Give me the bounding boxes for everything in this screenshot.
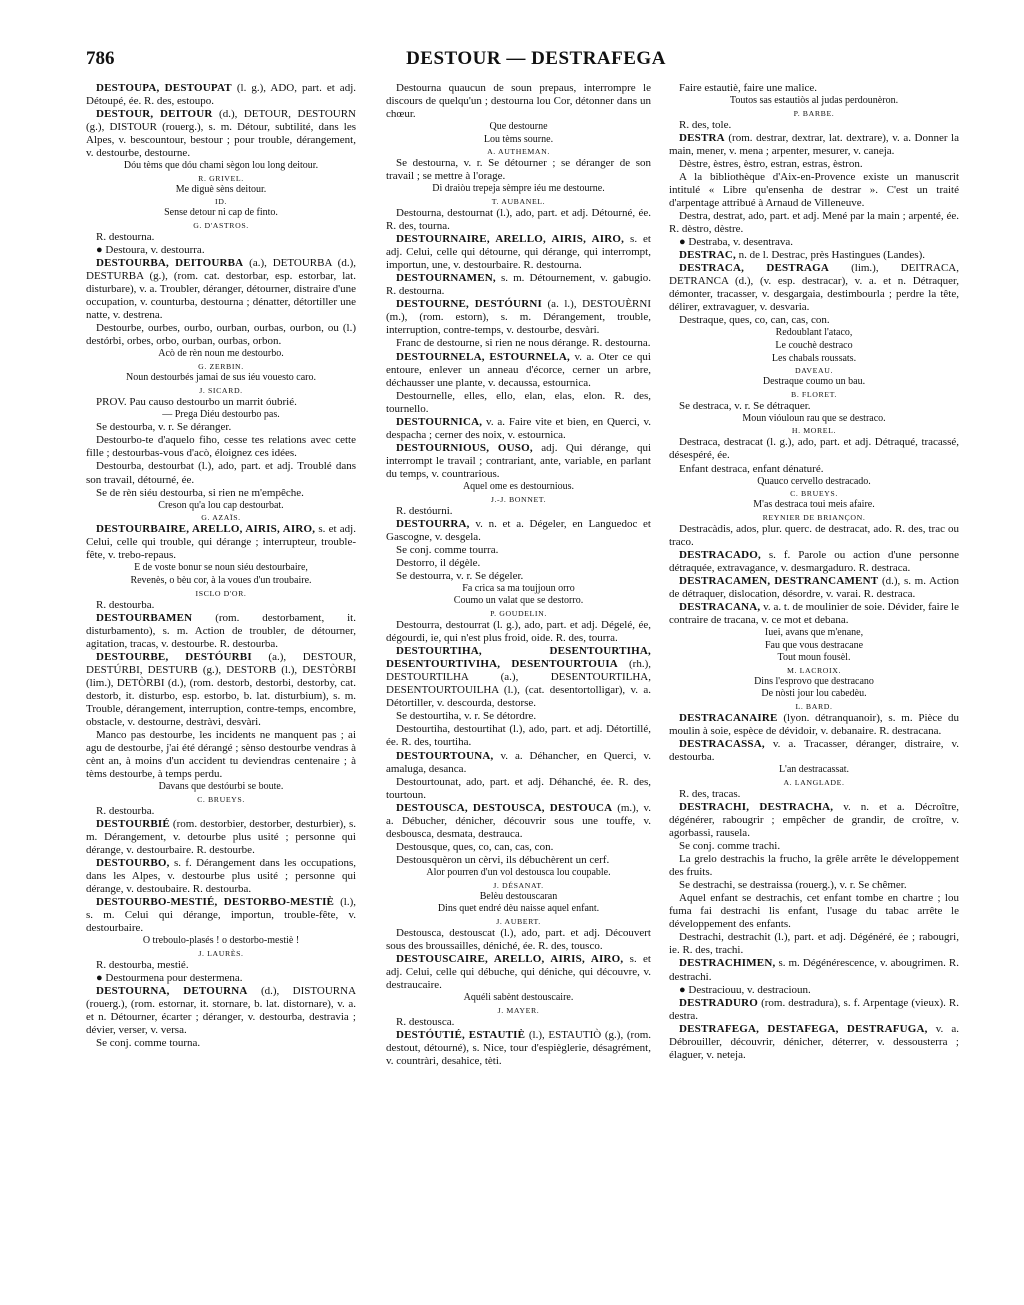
entry-note: R. des, tracas. xyxy=(679,787,741,800)
citation-line: E de voste bonur se noun siéu destourbaire, xyxy=(134,562,308,574)
citation-author: G. ZERBIN. xyxy=(198,362,244,372)
citation-line: Fa crica sa ma toujjoun orro xyxy=(462,582,575,594)
entry-example: Destousquèron un cèrvi, ils débuchèrent un cerf. xyxy=(396,853,610,866)
entry-note: PROV. Pau causo destourbo un marrit óubrié. xyxy=(96,395,297,408)
headword: DESTRACADO, xyxy=(679,548,761,561)
running-title: DESTOUR — DESTRAFEGA xyxy=(406,48,666,69)
column-left xyxy=(86,82,356,1294)
headword: DESTOURRA, xyxy=(396,517,470,530)
entry-example: Destraca, destracat (l. g.), ado, part. et adj. Détraqué, tracassé, désespéré, ée. xyxy=(669,436,959,462)
entry-example: Destraque, ques, co, can, cas, con. xyxy=(679,314,830,327)
entry-example: Destourbo-te d'aquelo fiho, cesse tes relations avec cette fille ; destourbas-vous d'acò, éloignez ces idées. xyxy=(86,434,356,460)
citation-author: B. FLORET. xyxy=(791,389,837,399)
dictionary-entry: DESTRADURO (rom. destradura), s. f. Arpentage (vieux). R. destra. xyxy=(669,996,959,1022)
headword: DESTOURTIHA, DESENTOURTIHA, DESENTOURTIVIHA, DESENTOURTOUIA xyxy=(386,645,651,671)
headword: DESTOURNICA, xyxy=(396,415,483,428)
citation-author: C. BRUEYS. xyxy=(790,489,838,499)
entry-example: Se destourna, v. r. Se détourner ; se déranger de son travail ; se mettre à l'orage. xyxy=(386,157,651,183)
headword: DESTOURNIOUS, OUSO, xyxy=(396,441,533,454)
entry-example: Destourna quaucun de soun prepaus, interrompre le discours de quelqu'un ; destourna lou Cor, détonner dans un chœur. xyxy=(386,82,651,121)
citation-line: Me diguè sèns deitour. xyxy=(175,183,267,195)
citation-line: Tout moun fousèl. xyxy=(777,652,851,664)
entry-example: Se conj. comme trachi. xyxy=(679,840,781,853)
dictionary-entry: DESTOURTIHA, DESENTOURTIHA, DESENTOURTIVIHA, DESENTOURTOUIA (rh.), DESTOURTILHA (a.), DESENTOURTILHA, DESENTOURTOUILHA (l.), (cat. desentortolligar), v. a. Détortiller, v. descourda, destorse. xyxy=(386,645,651,710)
citation-line: Creson qu'a lou cap destourbat. xyxy=(158,499,284,511)
column-right xyxy=(669,82,959,1294)
entry-example: Se conj. comme tourra. xyxy=(396,543,499,556)
dictionary-entry: DESTOURBE, DESTÓURBI (a.), DESTOUR, DESTÚRBI, DESTURB (g.), DESTORB (l.), DESTÒRBI (lim.), DETÒRBI (d.), (rom. destorb, destorbi, destorby, cat. destorb, it. disturbo, esp. estorbo, b. lat. disturbium), s. m. Trouble, dérangement, interruption, contre-temps, encombre, obstacle, v. destourne, destràvi, desvàri. xyxy=(86,650,356,728)
entry-example: Destra, destrat, ado, part. et adj. Mené par la main ; arpenté, ée. R. dèstro, dèstre. xyxy=(669,209,959,236)
dictionary-entry: DESTOURRA, v. n. et a. Dégeler, en Languedoc et Gascogne, v. desgela. xyxy=(386,517,651,543)
citation-author: P. BARBE. xyxy=(793,108,835,118)
entry-example: Se destourtiha, v. r. Se détordre. xyxy=(396,710,537,723)
citation-line: Noun destourbés jamai de sus iéu vouesto caro. xyxy=(126,372,316,384)
citation-author: T. AUBANEL. xyxy=(491,197,546,207)
dictionary-entry: DESTOURNIOUS, OUSO, adj. Qui dérange, qui interrompt le travail ; contrariant, ante, variable, en parlant du temps, v. countrarious. xyxy=(386,441,651,480)
citation-line: Moun vióuloun rau que se destraco. xyxy=(742,412,886,424)
headword: DESTRACA, DESTRAGA xyxy=(679,262,830,275)
text-columns xyxy=(86,82,976,1294)
headword: DESTOURTOUNA, xyxy=(396,749,494,762)
headword: DESTOUSCAIRE, ARELLO, AIRIS, AIRO, xyxy=(396,952,624,965)
entry-note: R. destourna. xyxy=(96,231,155,244)
citation-line: Di draiòu trepeja sèmpre iéu me destourne. xyxy=(432,183,605,195)
citation-line: Le couchè destraco xyxy=(775,339,853,351)
entry-example: Aquel enfant se destrachis, cet enfant tombe en chartre ; lou fuma fai destrachi lis enfant, l'usage du tabac arrête le développement des enfants. xyxy=(669,892,959,931)
dictionary-entry: DESTOURNE, DESTÓURNI (a. l.), DESTOUÈRNI (m.), (rom. estorn), s. m. Dérangement, trouble, interruption, contre-temps, v. destourbe, desvàri. xyxy=(386,298,651,337)
entry-note: ● Destourmena pour destermena. xyxy=(96,971,243,984)
entry-example: Destracàdis, ados, plur. querc. de destracat, ado. R. des, trac ou traco. xyxy=(669,522,959,548)
dictionary-entry: DESTOURBA, DEITOURBA (a.), DETOURBA (d.), DESTURBA (g.), (rom. cat. destorbar, esp. estorbar, lat. disturbare), v. a. Troubler, déranger, détourner, distraire d'une occupation, v. counturba, destourna ; dénatter, détortiller une natte, v. destrena. xyxy=(86,257,356,322)
citation-line: Quauco cervello destracado. xyxy=(757,475,871,487)
headword: DESTRADURO xyxy=(679,996,759,1009)
citation-author: M. LACROIX. xyxy=(786,665,842,675)
headword: DESTOURNAMEN, xyxy=(396,272,496,285)
headword: DESTOURBAIRE, ARELLO, AIRIS, AIRO, xyxy=(96,523,316,536)
citation-author: R. GRIVEL. xyxy=(198,173,244,183)
headword: DESTOUPA, DESTOUPAT xyxy=(96,82,232,94)
dictionary-entry: DESTOURBO-MESTIÉ, DESTORBO-MESTIÈ (l.), s. m. Celui qui dérange, importun, trouble-fête, v. destourbaire. xyxy=(86,896,356,935)
dictionary-entry: DESTOURNICA, v. a. Faire vite et bien, en Querci, v. despacha ; cerner des noix, v. estournica. xyxy=(386,415,651,441)
entry-note: R. destóurni. xyxy=(396,504,453,517)
headword: DESTOURBIÉ xyxy=(96,817,170,830)
citation-author: J. SICARD. xyxy=(199,385,243,395)
dictionary-entry: DESTOUSCAIRE, ARELLO, AIRIS, AIRO, s. et adj. Celui, celle qui débuche, qui déniche, qui découvre, v. destraucaire. xyxy=(386,952,651,991)
dictionary-entry: DESTOUPA, DESTOUPAT (l. g.), ADO, part. et adj. Détoupé, ée. R. des, estoupo. xyxy=(86,82,356,108)
citation-line: Dins l'esprovo que destracano xyxy=(754,675,874,687)
citation-line: Que destourne xyxy=(489,121,548,133)
entry-note: R. destousca. xyxy=(396,1015,455,1028)
citation-line: Aquel ome es destournious. xyxy=(462,481,575,492)
dictionary-entry: DESTRACHI, DESTRACHA, v. n. et a. Décroître, dégénérer, rabougrir ; empêcher de grandir, de croître, v. agorbassi, rausela. xyxy=(669,800,959,839)
entry-example: Se de rèn siéu destourba, si rien ne m'empêche. xyxy=(96,486,304,499)
page-header xyxy=(86,48,968,74)
headword: DESTRACANA, xyxy=(679,601,761,614)
citation-line: Acò de rèn noun me destourbo. xyxy=(158,348,284,360)
headword: DESTOURBO, xyxy=(96,856,170,869)
headword: DESTRACHIMEN, xyxy=(679,957,776,970)
citation-author: C. BRUEYS. xyxy=(197,794,245,804)
entry-example: Se destourba, v. r. Se déranger. xyxy=(96,421,232,434)
citation-line: O treboulo-plasés ! o destorbo-mestiè ! xyxy=(142,935,300,947)
headword: DESTOURBAMEN xyxy=(96,611,193,624)
citation-line: Destraque coumo un bau. xyxy=(762,376,866,388)
entry-example: Se destraca, v. r. Se détraquer. xyxy=(679,399,811,412)
dictionary-entry: DESTOURNAMEN, s. m. Détournement, v. gabugio. R. destourna. xyxy=(386,272,651,298)
citation-author: G. D'ASTROS. xyxy=(193,221,249,231)
entry-note: ● Destraciouu, v. destracioun. xyxy=(679,983,811,996)
citation-line: L'an destracassat. xyxy=(778,764,850,776)
headword: DESTOURNELA, ESTOURNELA, xyxy=(396,350,570,363)
dictionary-entry: DESTÓUTIÉ, ESTAUTIÈ (l.), ESTAUTIÒ (g.), (rom. destout, détourné), s. Nice, tour d'espièglerie, désagrément, v. countràri, desahice, tèti. xyxy=(386,1028,651,1067)
entry-example: A la bibliothèque d'Aix-en-Provence existe un manuscrit intitulé « Libre qu'ensenha de destrar ». C'est un traité d'arpentage attribué à Arnaud de Villeneuve. xyxy=(669,170,959,209)
dictionary-entry: DESTOURBIÉ (rom. destorbier, destorber, desturbier), s. m. Dérangement, v. detourbe plus usité ; personne qui dérange, v. destourbaire. R. destourbe. xyxy=(86,817,356,856)
citation-author: J. AUBERT. xyxy=(496,916,541,926)
citation-author: A. LANGLADE. xyxy=(783,777,845,787)
citation-line: Redoublant l'ataco, xyxy=(775,327,853,339)
headword: DESTRACHI, DESTRACHA, xyxy=(679,800,834,813)
entry-note: ● Destoura, v. destourra. xyxy=(96,244,205,257)
entry-example: Dèstre, èstres, èstro, estran, estras, èstron. xyxy=(679,157,863,170)
entry-example: Destousca, destouscat (l.), ado, part. et adj. Découvert sous des broussailles, déniché, ée. R. des, tousco. xyxy=(386,926,651,952)
citation-line: Lou tèms sourne. xyxy=(483,133,554,145)
dictionary-entry: DESTRACHIMEN, s. m. Dégénérescence, v. abougrimen. R. destrachi. xyxy=(669,957,959,983)
dictionary-entry: DESTOUR, DEITOUR (d.), DETOUR, DESTOURN (g.), DISTOUR (rouerg.), s. m. Détour, subtilité, dans les Alpes, v. bescountour, bestour ; pour trouble, dérangement, v. destourbe, destourne. xyxy=(86,108,356,160)
entry-example: Destourra, destourrat (l. g.), ado, part. et adj. Dégelé, ée, dégourdi, ie, qui n'est plus froid, oide. R. des, tourra. xyxy=(386,619,651,645)
citation-line: Alor pourren d'un vol destousca lou coupable. xyxy=(426,866,611,878)
dictionary-entry: DESTRAC, n. de l. Destrac, près Hastingues (Landes). xyxy=(679,249,926,262)
citation-author: A. AUTHEMAN. xyxy=(487,147,550,157)
headword: DESTOURNAIRE, ARELLO, AIRIS, AIRO, xyxy=(396,233,625,246)
citation-author: L. BARD. xyxy=(795,702,833,712)
column-middle xyxy=(386,82,651,1294)
entry-example: Destorro, il dégèle. xyxy=(396,556,481,569)
headword: DESTOURBA, DEITOURBA xyxy=(96,257,244,270)
citation-author: ISCLO D'OR. xyxy=(195,588,247,598)
entry-example: Destourba, destourbat (l.), ado, part. et adj. Troublé dans son travail, détourné, ée. xyxy=(86,460,356,486)
entry-example: Franc de destourne, si rien ne nous dérange. R. destourna. xyxy=(396,337,651,350)
headword: DESTOURBE, DESTÓURBI xyxy=(96,650,252,663)
headword: DESTOUSCA, DESTOUSCA, DESTOUCA xyxy=(396,801,613,814)
citation-line: Davans que destóurbi se boute. xyxy=(158,781,284,793)
dictionary-entry: DESTRACANA, v. a. t. de moulinier de soie. Dévider, faire le contraire de tracana, v. ce mot et debana. xyxy=(669,601,959,627)
entry-example: Faire estautiè, faire une malice. xyxy=(679,82,818,94)
entry-example: Manco pas destourbe, les incidents ne manquent pas ; ai agu de destourbe, j'ai été dérangé ; sènso destourbe vendras à cènt an, à moins d'un accident tu deviendras centenaire ; à tèms destourbe, à temps perdu. xyxy=(86,728,356,781)
citation-author: REYNIER DE BRIANÇON. xyxy=(762,512,866,522)
headword: DESTRACASSA, xyxy=(679,738,765,751)
entry-example: La grelo destrachis la frucho, la grêle arrête le développement des fruits. xyxy=(669,853,959,879)
dictionary-entry: DESTRACASSA, v. a. Tracasser, déranger, distraire, v. destourba. xyxy=(669,738,959,764)
citation-line: Iuei, avans que m'enane, xyxy=(764,627,864,639)
citation-line: Revenès, o bèu cor, à la voues d'un troubaire. xyxy=(130,574,312,586)
headword: DESTOURBO-MESTIÉ, DESTORBO-MESTIÈ xyxy=(96,896,335,909)
page-number: 786 xyxy=(86,48,115,69)
headword: DESTOURNA, DETOURNA xyxy=(96,984,248,997)
dictionary-entry: DESTOURTOUNA, v. a. Déhancher, en Querci, v. amaluga, desanca. xyxy=(386,749,651,775)
entry-example: Se conj. comme tourna. xyxy=(96,1037,201,1050)
entry-example: Destourtounat, ado, part. et adj. Déhanché, ée. R. des, tourtoun. xyxy=(386,775,651,801)
headword: DESTRACANAIRE xyxy=(679,712,778,725)
entry-example: Destournelle, elles, ello, elan, elas, elon. R. des, tournello. xyxy=(386,389,651,415)
headword: DESTRAC, xyxy=(679,249,736,262)
entry-example: Se destourra, v. r. Se dégeler. xyxy=(396,569,524,582)
citation-author: P. GOUDELIN. xyxy=(490,609,547,619)
headword: DESTRA xyxy=(679,131,725,144)
citation-line: Coumo un valat que se destorro. xyxy=(453,595,584,607)
dictionary-entry: DESTOURNA, DETOURNA (d.), DISTOURNA (rouerg.), (rom. estornar, it. stornare, b. lat. distornare), v. a. et n. Détourner, écarter ; déranger, v. destourba, destravia ; dévier, verser, v. versa. xyxy=(86,984,356,1037)
entry-note: R. destourba. xyxy=(96,598,155,611)
dictionary-entry: DESTRACA, DESTRAGA (lim.), DEITRACA, DETRANCA (d.), (v. esp. destracar), v. a. et n. Détraquer, démonter, tracasser, v. desgargaia, destimbourla ; perdre la tête, délirer, extravaguer, v. desvaria. xyxy=(669,262,959,314)
citation-line: Aquéli sabènt destouscaire. xyxy=(463,991,574,1003)
citation-line: Dóu tèms que dóu chami sègon lou long deitour. xyxy=(123,160,319,172)
citation-author: ID. xyxy=(215,197,227,207)
citation-author: J.-J. BONNET. xyxy=(490,494,547,504)
entry-example: Se destrachi, se destraissa (rouerg.), v. r. Se chêmer. xyxy=(679,879,907,892)
entry-note: ● Destraba, v. desentrava. xyxy=(679,236,794,249)
citation-line: Toutos sas estautiòs al judas perdounèron. xyxy=(729,95,899,107)
entry-note: R. destourba, mestié. xyxy=(96,958,189,971)
headword: DESTRACAMEN, DESTRANCAMENT xyxy=(679,574,879,587)
citation-author: J. LAURÈS. xyxy=(198,948,244,958)
dictionary-entry: DESTOURBAMEN (rom. destorbament, it. disturbamento), s. m. Action de troubler, de détourner, agitation, tracas, v. destourbe. R. destourba. xyxy=(86,611,356,650)
headword: DESTOUR, DEITOUR xyxy=(96,108,213,121)
citation-line: Sense detour ni cap de finto. xyxy=(164,207,278,219)
citation-line: Fau que vous destracane xyxy=(764,639,864,651)
citation-line: Dins quet endré dèu naisse aquel enfant. xyxy=(437,903,600,915)
entry-example: Destourna, destournat (l.), ado, part. et adj. Détourné, ée. R. des, tourna. xyxy=(386,207,651,233)
dictionary-entry: DESTOURNAIRE, ARELLO, AIRIS, AIRO, s. et adj. Celui, celle qui détourne, qui dérange, qui interrompt, importun, une, v. destourbaire. R. destourna. xyxy=(386,233,651,272)
citation-author: G. AZAÏS. xyxy=(201,513,241,523)
entry-example: Enfant destraca, enfant dénaturé. xyxy=(679,462,824,475)
citation-author: J. MAYER. xyxy=(497,1005,540,1015)
headword: DESTÓUTIÉ, ESTAUTIÈ xyxy=(396,1028,526,1041)
citation-author: J. DÉSANAT. xyxy=(493,880,544,890)
citation-author: H. MOREL. xyxy=(791,426,837,436)
entry-example: Destrachi, destrachit (l.), part. et adj. Dégénéré, ée ; rabougri, ie. R. des, trachi. xyxy=(669,931,959,957)
entry-example: Destourtiha, destourtihat (l.), ado, part. et adj. Détortillé, ée. R. des, tourtiha. xyxy=(386,723,651,749)
entry-note: R. destourba. xyxy=(96,804,155,817)
citation-line: Belèu destouscaran xyxy=(479,890,558,902)
dictionary-entry: DESTOURBO, s. f. Dérangement dans les occupations, dans les Alpes, v. destourbe plus usité ; personne qui dérange, v. destoubaire. R. destourba. xyxy=(86,856,356,896)
citation-author: DAVEAU. xyxy=(794,366,834,376)
dictionary-entry: DESTRACADO, s. f. Parole ou action d'une personne détraquée, extravagance, v. desmargaduro. R. destraca. xyxy=(669,548,959,574)
dictionary-entry: DESTRAFEGA, DESTAFEGA, DESTRAFUGA, v. a. Débrouiller, découvrir, dénicher, déterrer, v. dessousterra ; élaguer, v. neteja. xyxy=(669,1022,959,1061)
entry-example: Destousque, ques, co, can, cas, con. xyxy=(396,840,554,853)
citation-line: De nòsti jour lou cabedèu. xyxy=(761,688,867,700)
citation-line: Les chabals roussats. xyxy=(771,352,857,364)
dictionary-entry: DESTRACAMEN, DESTRANCAMENT (d.), s. m. Action de détraquer, dislocation, désordre, v. varai. R. destraca. xyxy=(669,574,959,600)
dictionary-entry: DESTRACANAIRE (lyon. détranquanoir), s. m. Pièce du moulin à soie, espèce de dévidoir, v. debanaire. R. destracana. xyxy=(669,712,959,738)
entry-example: Destourbe, ourbes, ourbo, ourban, ourbas, ourbon, ou (l.) destórbi, orbes, orbo, ourban, ourbas, orbon. xyxy=(86,322,356,348)
citation-line: — Prega Diéu destourbo pas. xyxy=(162,408,280,420)
dictionary-entry: DESTOURNELA, ESTOURNELA, v. a. Oter ce qui entoure, enlever un anneau d'écorce, cerner un arbre, déchausser une plante, v. decaussa, estournica. xyxy=(386,350,651,389)
dictionary-entry: DESTOURBAIRE, ARELLO, AIRIS, AIRO, s. et adj. Celui, celle qui trouble, qui dérange ; interrupteur, trouble-fête, v. trebo-repaus. xyxy=(86,523,356,562)
entry-note: R. des, tole. xyxy=(679,118,732,131)
headword: DESTOURNE, DESTÓURNI xyxy=(396,298,542,311)
headword: DESTRAFEGA, DESTAFEGA, DESTRAFUGA, xyxy=(679,1022,928,1035)
citation-line: M'as destraca toui meis afaire. xyxy=(753,499,875,511)
dictionary-entry: DESTRA (rom. destrar, dextrar, lat. dextrare), v. a. Donner la main, mener, v. mena ; arpenter, mesurer, v. caneja. xyxy=(669,131,959,157)
dictionary-entry: DESTOUSCA, DESTOUSCA, DESTOUCA (m.), v. a. Débucher, dénicher, découvrir sous une touffe, v. desbousca, desmata, destrauca. xyxy=(386,801,651,840)
